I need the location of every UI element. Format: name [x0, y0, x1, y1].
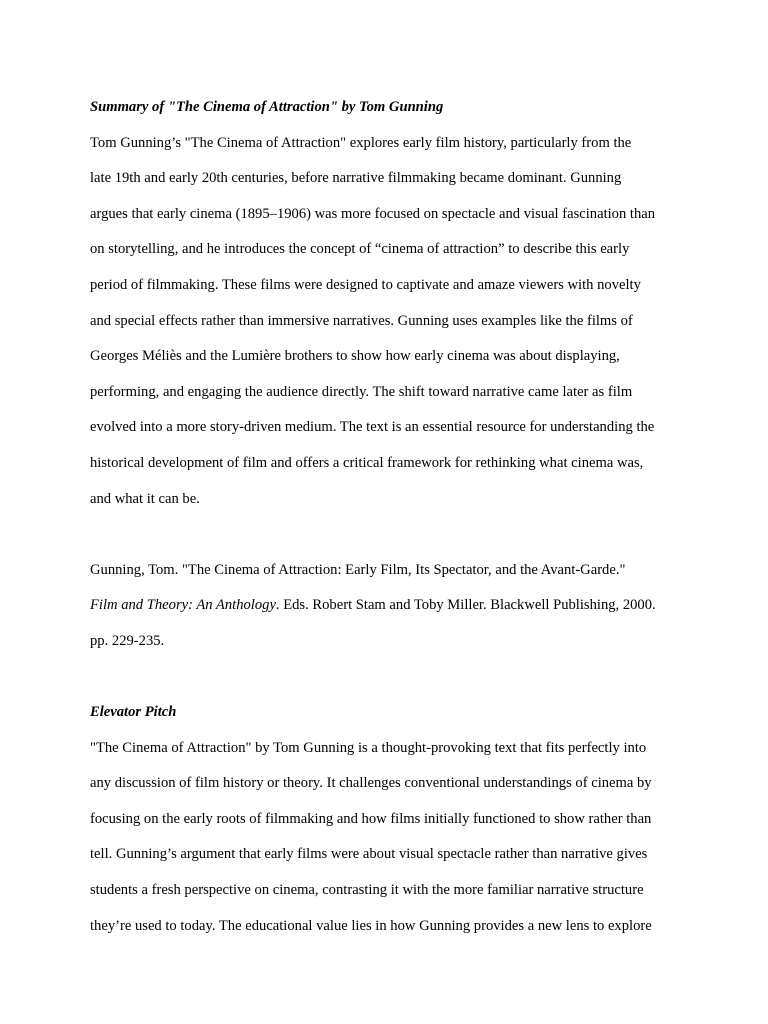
elevator-pitch-heading: Elevator Pitch — [90, 704, 177, 721]
spacer — [90, 517, 682, 553]
citation — [90, 553, 682, 660]
elevator-pitch-paragraph — [90, 731, 682, 945]
summary-paragraph — [90, 126, 682, 518]
summary-line: on storytelling, and he introduces the concept of “cinema of attraction” to describe this early — [90, 241, 630, 258]
summary-line: argues that early cinema (1895–1906) was more focused on spectacle and visual fascination than — [90, 205, 656, 222]
pitch-line: any discussion of film history or theory. It challenges conventional understandings of cinema by — [90, 775, 652, 792]
pitch-line: tell. Gunning’s argument that early films were about visual spectacle rather than narrative gives — [90, 846, 648, 863]
summary-line: and special effects rather than immersive narratives. Gunning uses examples like the films of — [90, 312, 633, 329]
summary-heading: Summary of "The Cinema of Attraction" by Tom Gunning — [90, 99, 444, 115]
pitch-line: "The Cinema of Attraction" by Tom Gunning is a thought-provoking text that fits perfectly into — [90, 739, 647, 756]
pitch-line: they’re used to today. The educational value lies in how Gunning provides a new lens to explore — [90, 917, 652, 934]
summary-line: Georges Méliès and the Lumière brothers to show how early cinema was about displaying, — [90, 348, 620, 365]
document-body — [90, 90, 682, 944]
summary-line: performing, and engaging the audience directly. The shift toward narrative came later as film — [90, 383, 633, 400]
summary-line: evolved into a more story-driven medium. The text is an essential resource for understanding the — [90, 419, 655, 436]
citation-pages: pp. 229-235. — [90, 632, 165, 649]
summary-line: late 19th and early 20th centuries, before narrative filmmaking became dominant. Gunning — [90, 170, 622, 187]
pitch-line: students a fresh perspective on cinema, contrasting it with the more familiar narrative structure — [90, 882, 644, 899]
citation-book-title: Film and Theory: An Anthology — [90, 597, 276, 614]
citation-line — [90, 588, 682, 624]
summary-line: and what it can be. — [90, 490, 200, 507]
citation-line: Gunning, Tom. "The Cinema of Attraction: Early Film, Its Spectator, and the Avant-Garde." — [90, 561, 626, 578]
summary-line: Tom Gunning’s "The Cinema of Attraction" explores early film history, particularly from the — [90, 134, 632, 151]
summary-line: period of filmmaking. These films were designed to captivate and amaze viewers with novelty — [90, 276, 641, 293]
spacer — [90, 660, 682, 696]
pitch-line: focusing on the early roots of filmmaking and how films initially functioned to show rather than — [90, 810, 652, 827]
summary-line: historical development of film and offers a critical framework for rethinking what cinema was, — [90, 454, 644, 471]
citation-publication-details: . Eds. Robert Stam and Toby Miller. Blackwell Publishing, 2000. — [275, 597, 656, 614]
